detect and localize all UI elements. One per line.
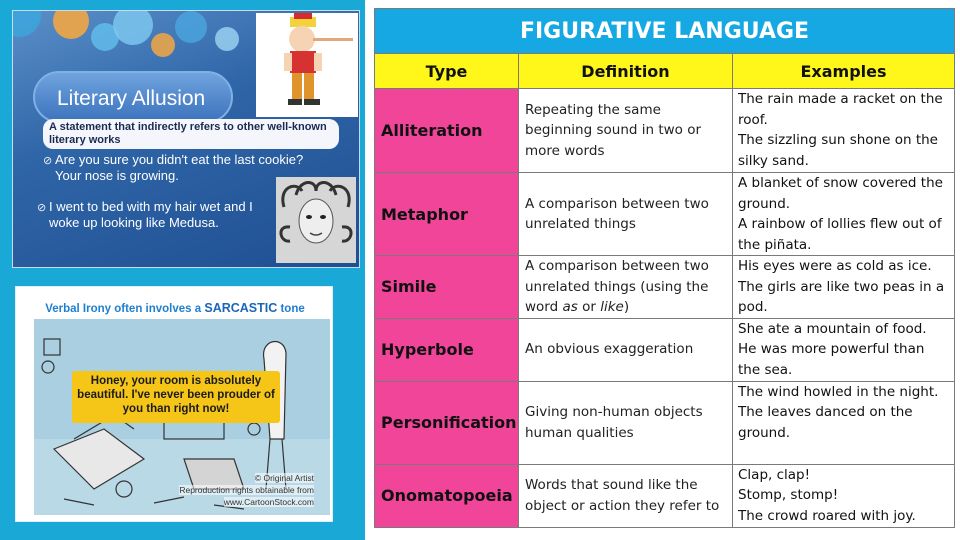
copyright-line: © Original Artist	[254, 473, 314, 483]
header-examples: Examples	[733, 54, 955, 89]
example-line: The leaves danced on the ground.	[738, 404, 913, 441]
definition-cell: Repeating the same beginning sound in two or more words	[519, 89, 733, 173]
table-row	[375, 256, 955, 319]
type-cell: Metaphor	[375, 173, 519, 256]
example-line: Stomp, stomp!	[738, 487, 839, 503]
example-line: The girls are like two peas in a pod.	[738, 278, 945, 315]
bullet-icon: ⊘	[37, 202, 47, 214]
caption-emphasis: SARCASTIC	[204, 301, 278, 315]
copyright-line: Reproduction rights obtainable from	[179, 485, 314, 495]
type-cell: Onomatopoeia	[375, 464, 519, 527]
caption-text: Verbal Irony often involves a	[45, 303, 205, 315]
definition-text: )	[623, 299, 630, 315]
example-line: His eyes were as cold as ice.	[738, 258, 932, 274]
definition-cell: Giving non-human objects human qualities	[519, 381, 733, 464]
examples-cell	[733, 256, 955, 319]
examples-cell	[733, 381, 955, 464]
header-type: Type	[375, 54, 519, 89]
literary-allusion-slide	[12, 10, 360, 268]
type-cell: Simile	[375, 256, 519, 319]
table-row	[375, 381, 955, 464]
bullet-icon: ⊘	[43, 155, 53, 167]
example-line: The wind howled in the night.	[738, 383, 939, 400]
definition-cell: A comparison between two unrelated things	[519, 173, 733, 256]
caption-text: tone	[277, 303, 305, 315]
table-row	[375, 318, 955, 381]
speech-bubble: Honey, your room is absolutely beautiful. I've never been prouder of you than right now!	[72, 371, 280, 423]
verbal-irony-panel	[15, 286, 333, 522]
medusa-image	[276, 177, 356, 263]
header-definition: Definition	[519, 54, 733, 89]
examples-cell	[733, 318, 955, 381]
figurative-language-panel	[365, 0, 960, 540]
table-title: FIGURATIVE LANGUAGE	[375, 9, 955, 54]
definition-emphasis: as	[562, 299, 578, 315]
example-line: A blanket of snow covered the ground.	[738, 175, 943, 212]
definition-text: A comparison between two unrelated things (using the word	[525, 258, 709, 315]
example-line: She ate a mountain of food.	[738, 320, 927, 337]
examples-cell	[733, 464, 955, 527]
example-line: He was more powerful than the sea.	[738, 341, 925, 378]
cartoon-illustration	[34, 319, 330, 515]
example-line: The sizzling sun shone on the silky sand.	[738, 132, 938, 169]
example-line: Clap, clap!	[738, 466, 811, 483]
allusion-example: Are you sure you didn't eat the last cookie? Your nose is growing.	[55, 152, 304, 183]
pinocchio-image	[256, 13, 358, 117]
table-row	[375, 464, 955, 527]
decorative-bubbles	[13, 11, 273, 71]
example-line: The rain made a racket on the roof.	[738, 91, 943, 128]
examples-cell	[733, 173, 955, 256]
irony-caption	[20, 301, 330, 315]
table-row	[375, 89, 955, 173]
definition-emphasis: like	[600, 299, 624, 315]
copyright-line: www.CartoonStock.com	[223, 497, 314, 507]
type-cell: Personification	[375, 381, 519, 464]
allusion-definition: A statement that indirectly refers to other well-known literary works	[43, 119, 339, 149]
example-line: A rainbow of lollies flew out of the piñata.	[738, 216, 942, 253]
definition-text: or	[577, 299, 601, 315]
allusion-example: I went to bed with my hair wet and I woke up looking like Medusa.	[49, 199, 253, 230]
type-cell: Alliteration	[375, 89, 519, 173]
table-row	[375, 173, 955, 256]
slide-title: Literary Allusion	[57, 87, 206, 110]
definition-cell: Words that sound like the object or action they refer to	[519, 464, 733, 527]
example-line: The crowd roared with joy.	[738, 507, 916, 524]
examples-cell	[733, 89, 955, 173]
type-cell: Hyperbole	[375, 318, 519, 381]
definition-cell: An obvious exaggeration	[519, 318, 733, 381]
figurative-language-table	[374, 8, 955, 528]
definition-cell	[519, 256, 733, 319]
title-box	[33, 71, 233, 123]
